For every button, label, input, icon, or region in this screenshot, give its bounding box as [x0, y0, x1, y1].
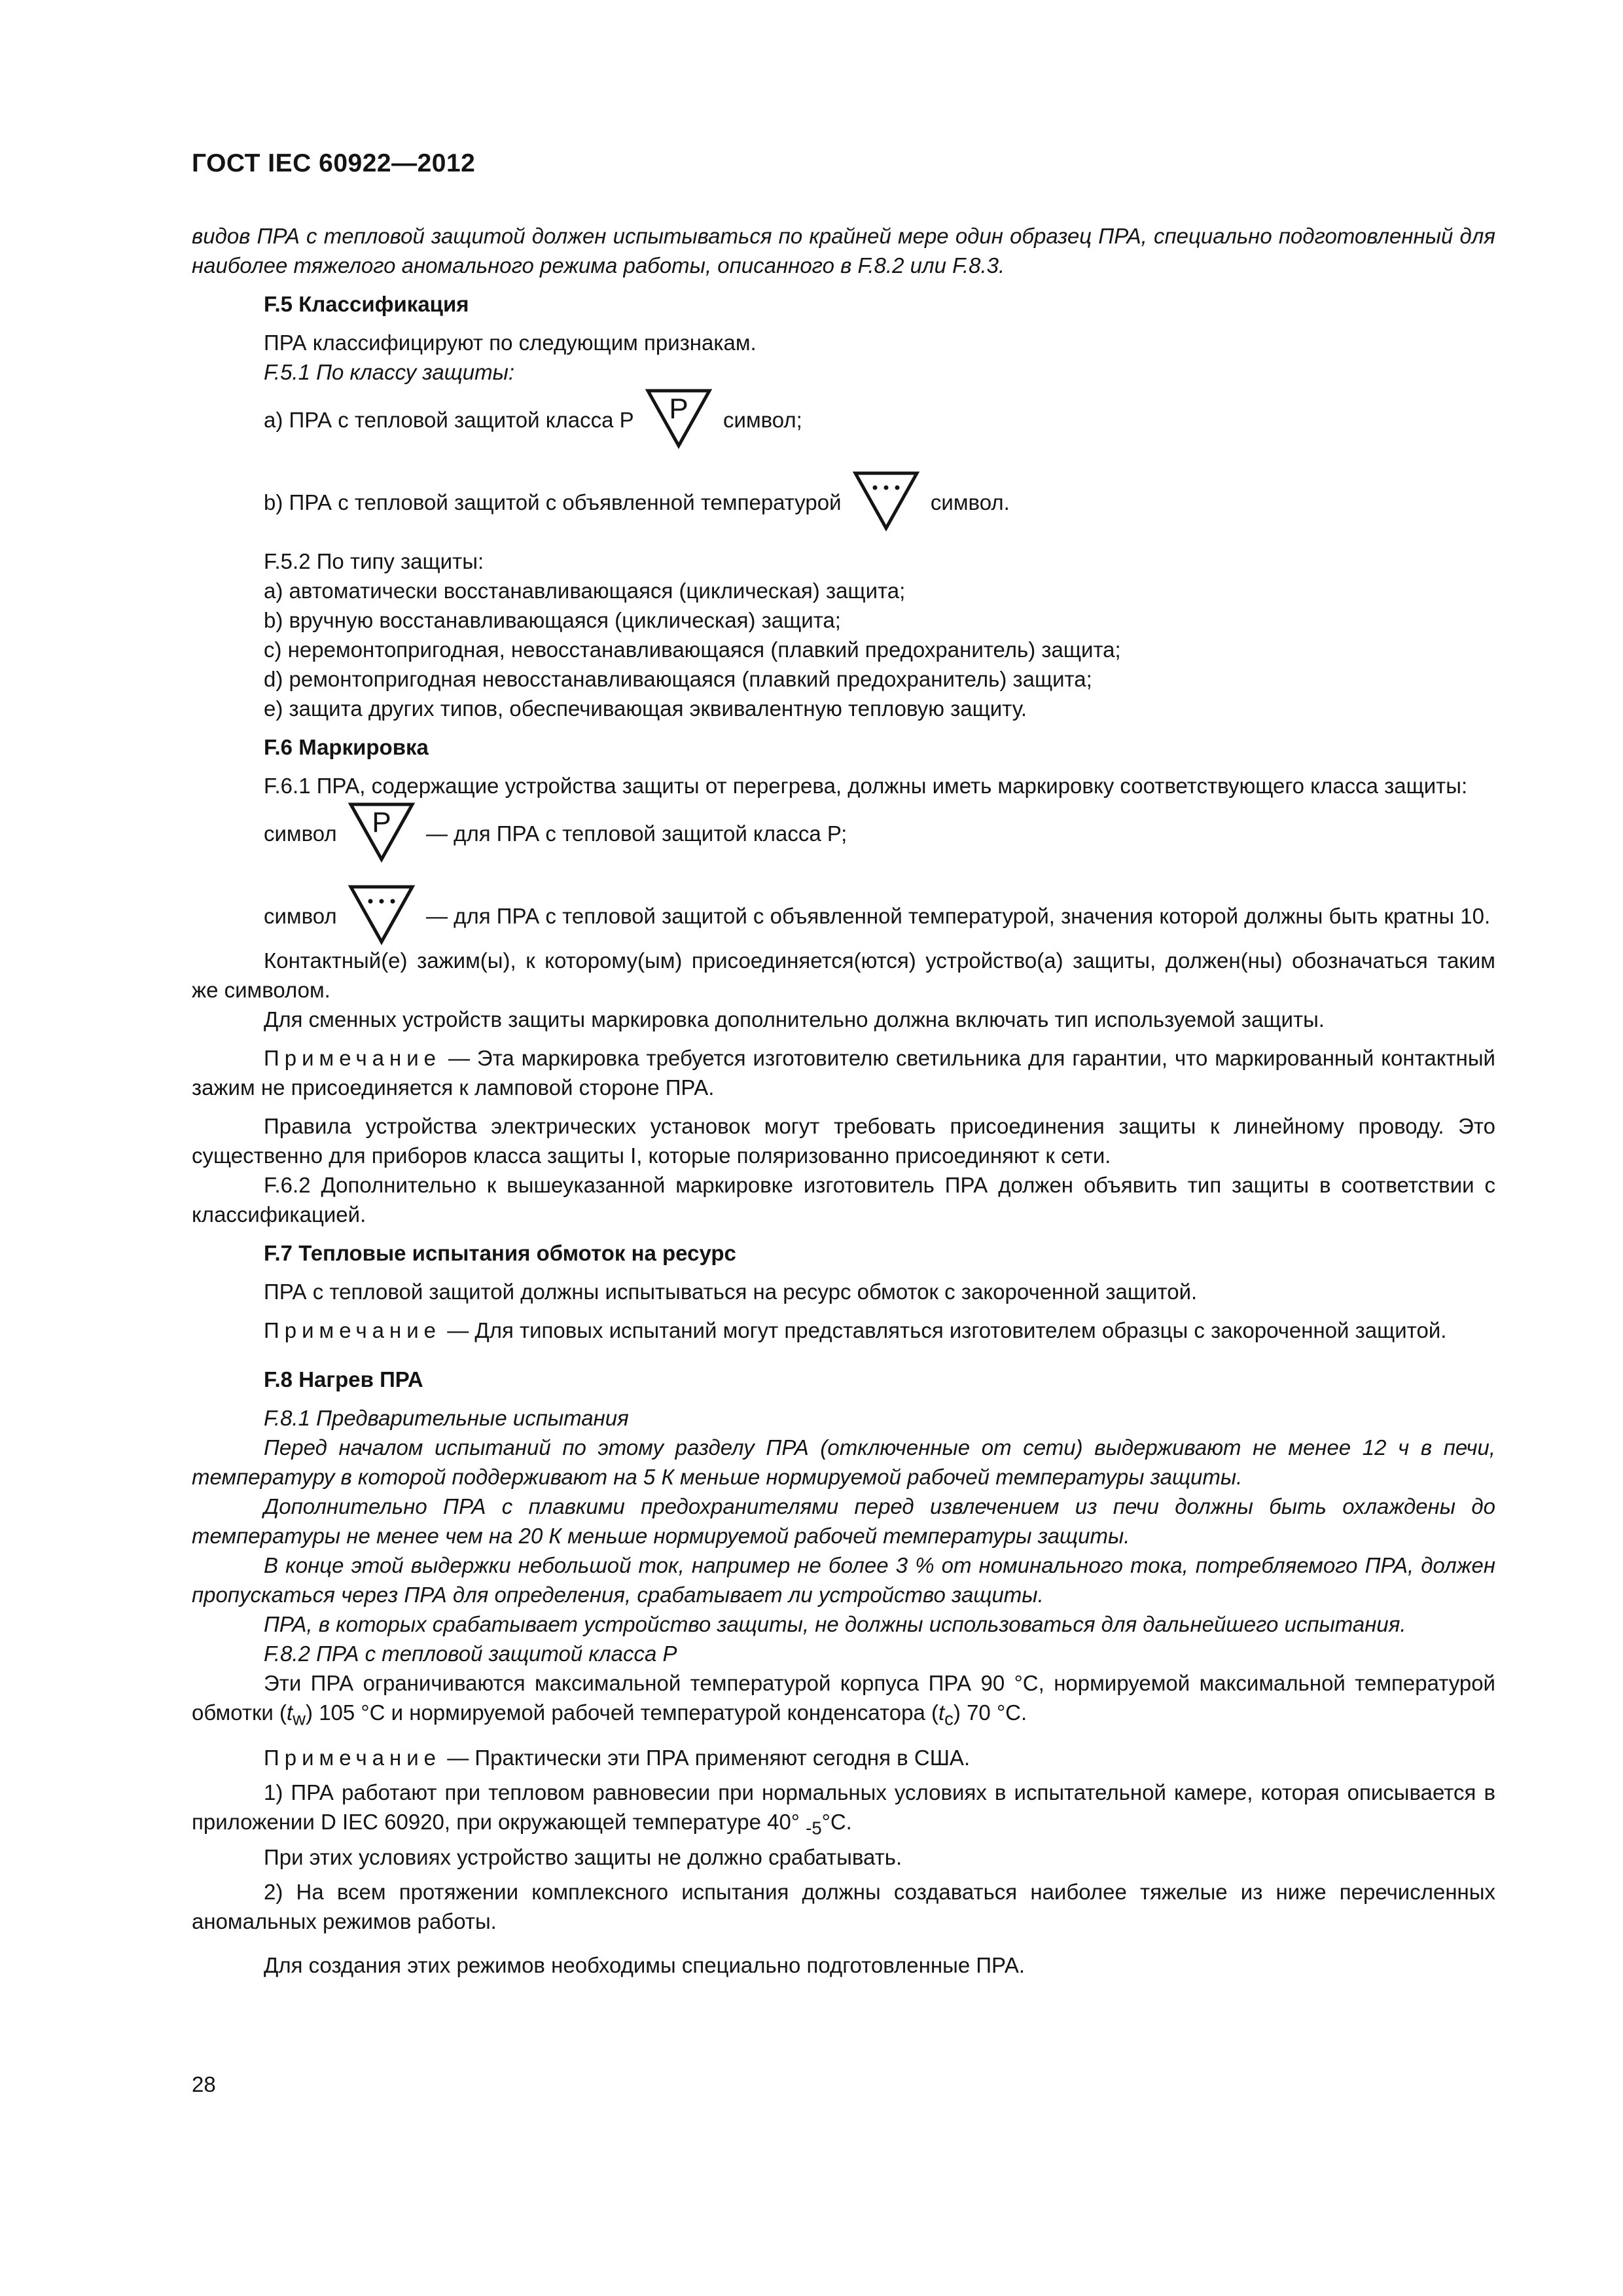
- note-1: [192, 1043, 1495, 1102]
- note-1-text: — Эта маркировка требуется изготовителю светильника для гарантии, что маркированный контактный зажим не присоединяется к ламповой стороне ПРА.: [192, 1046, 1495, 1100]
- f82-text-a: Эти ПРА ограничиваются максимальной температурой корпуса ПРА 90 °С, нормируемой максимальной температурой обмотки (: [192, 1671, 1495, 1725]
- note-label: Примечание: [264, 1745, 442, 1770]
- f82-item-1-unit: °С.: [821, 1809, 852, 1834]
- page-number: 28: [192, 2072, 216, 2096]
- section-f5-title: F.5 Классификация: [264, 292, 469, 316]
- section-f7-title: F.7 Тепловые испытания обмоток на ресурс: [264, 1241, 736, 1265]
- f81-title: F.8.1 Предварительные испытания: [264, 1406, 629, 1430]
- note-3: [192, 1743, 1495, 1772]
- f7-text: ПРА с тепловой защитой должны испытываться на ресурс обмоток с закороченной защитой.: [264, 1280, 1198, 1304]
- rules-paragraph: Правила устройства электрических установок могут требовать присоединения защиты к линейному проводу. Это существенно для приборов класса защиты I, которые поляризованно присоединяют к сети.: [192, 1114, 1495, 1168]
- f52-item: с) неремонтопригодная, невосстанавливающаяся (плавкий предохранитель) защита;: [264, 637, 1121, 662]
- f52-item: b) вручную восстанавливающаяся (циклическая) защита;: [264, 608, 841, 632]
- f81-paragraph: ПРА, в которых срабатывает устройство защиты, не должны использоваться для дальнейшего испытания.: [264, 1612, 1406, 1636]
- class-p-triangle-icon: [347, 800, 416, 863]
- tolerance-subscript: -5: [806, 1818, 822, 1839]
- f51-item-a: [192, 387, 1495, 450]
- section-f8-title: F.8 Нагрев ПРА: [264, 1367, 423, 1391]
- f52-item: е) защита других типов, обеспечивающая эквивалентную тепловую защиту.: [264, 696, 1027, 721]
- note-label: Примечание: [264, 1046, 442, 1070]
- f61-text: F.6.1 ПРА, содержащие устройства защиты от перегрева, должны иметь маркировку соответствующего класса защиты:: [264, 774, 1468, 798]
- f5-intro: ПРА классифицируют по следующим признакам.: [264, 331, 757, 355]
- f61-symbol-label: символ: [264, 904, 337, 928]
- tc-subscript: c: [944, 1708, 954, 1729]
- declared-temperature-triangle-icon: [347, 883, 416, 946]
- f51-item-a-text: а) ПРА с тепловой защитой класса Р: [264, 408, 634, 432]
- f81-paragraph: В конце этой выдержки небольшой ток, например не более 3 % от номинального тока, потребляемого ПРА, должен пропускаться через ПРА для определения, срабатывает ли устройство защиты.: [192, 1553, 1495, 1607]
- svg-text:P: P: [669, 393, 688, 425]
- f82-item-1: [192, 1778, 1495, 1843]
- f82-text-b: ) 105 °С и нормируемой рабочей температурой конденсатора (: [306, 1700, 938, 1725]
- note-label: Примечание: [264, 1318, 442, 1342]
- f52-item: d) ремонтопригодная невосстанавливающаяся (плавкий предохранитель) защита;: [264, 667, 1092, 691]
- f61-symbol-line-2: [192, 883, 1495, 946]
- declared-temperature-triangle-icon: [851, 469, 921, 532]
- tw-subscript: w: [293, 1708, 306, 1729]
- f82-final: Для создания этих режимов необходимы специально подготовленные ПРА.: [264, 1953, 1026, 1978]
- f62-text: F.6.2 Дополнительно к вышеуказанной маркировке изготовитель ПРА должен объявить тип защиты в соответствии с классификацией.: [192, 1173, 1495, 1227]
- f81-paragraph: Перед началом испытаний по этому разделу ПРА (отключенные от сети) выдерживают не менее 12 ч в печи, температуру в которой поддерживают на 5 К меньше нормируемой рабочей температуры защиты.: [192, 1435, 1495, 1489]
- f61-symbol-desc: — для ПРА с тепловой защитой с объявленной температурой, значения которой должны быть кратны 10.: [426, 904, 1491, 928]
- f61-symbol-desc: — для ПРА с тепловой защитой класса Р;: [426, 821, 847, 846]
- page-content: [192, 221, 1495, 1980]
- svg-text:P: P: [372, 806, 391, 838]
- f52-title: F.5.2 По типу защиты:: [264, 549, 484, 573]
- f61-terminal: Контактный(е) зажим(ы), к которому(ым) присоединяется(ются) устройство(а) защиты, должен(ны) обозначаться таким же символом.: [192, 948, 1495, 1002]
- f82-title: F.8.2 ПРА с тепловой защитой класса Р: [264, 1641, 677, 1666]
- section-f6-title: F.6 Маркировка: [264, 735, 429, 759]
- tc-symbol: t: [938, 1700, 945, 1725]
- f82-text-c: ) 70 °С.: [953, 1700, 1027, 1725]
- f61-symbol-label: символ: [264, 821, 337, 846]
- note-2-text: — Для типовых испытаний могут представляться изготовителем образцы с закороченной защитой.: [447, 1318, 1447, 1342]
- f51-item-b: [192, 469, 1495, 532]
- f51-item-b-tail: символ.: [930, 490, 1010, 514]
- document-header: ГОСТ IEC 60922—2012: [192, 149, 476, 177]
- f51-item-b-text: b) ПРА с тепловой защитой с объявленной температурой: [264, 490, 842, 514]
- f52-item: а) автоматически восстанавливающаяся (циклическая) защита;: [264, 579, 906, 603]
- f82-item-1-condition: При этих условиях устройство защиты не должно срабатывать.: [264, 1845, 902, 1870]
- f81-paragraph: Дополнительно ПРА с плавкими предохранителями перед извлечением из печи должны быть охлаждены до температуры не менее чем на 20 К меньше нормируемой рабочей температуры защиты.: [192, 1494, 1495, 1548]
- f82-item-1-text: 1) ПРА работают при тепловом равновесии при нормальных условиях в испытательной камере, которая описывается в приложении D IEC 60920, при окружающей температуре 40°: [192, 1780, 1495, 1834]
- intro-paragraph: видов ПРА с тепловой защитой должен испытываться по крайней мере один образец ПРА, специально подготовленный для наиболее тяжелого аномального режима работы, описанного в F.8.2 или F.8.3.: [192, 224, 1495, 278]
- f51-title: F.5.1 По классу защиты:: [264, 360, 515, 384]
- note-2: [192, 1316, 1495, 1345]
- f51-item-a-tail: символ;: [723, 408, 802, 432]
- f82-paragraph: [192, 1668, 1495, 1734]
- f61-symbol-line-1: [192, 800, 1495, 863]
- f82-item-2: 2) На всем протяжении комплексного испытания должны создаваться наиболее тяжелые из ниже перечисленных аномальных режимов работы.: [192, 1880, 1495, 1934]
- class-p-triangle-icon: [644, 387, 713, 450]
- tw-symbol: t: [287, 1700, 293, 1725]
- f61-replace: Для сменных устройств защиты маркировка дополнительно должна включать тип используемой защиты.: [264, 1007, 1325, 1031]
- note-3-text: — Практически эти ПРА применяют сегодня в США.: [447, 1745, 971, 1770]
